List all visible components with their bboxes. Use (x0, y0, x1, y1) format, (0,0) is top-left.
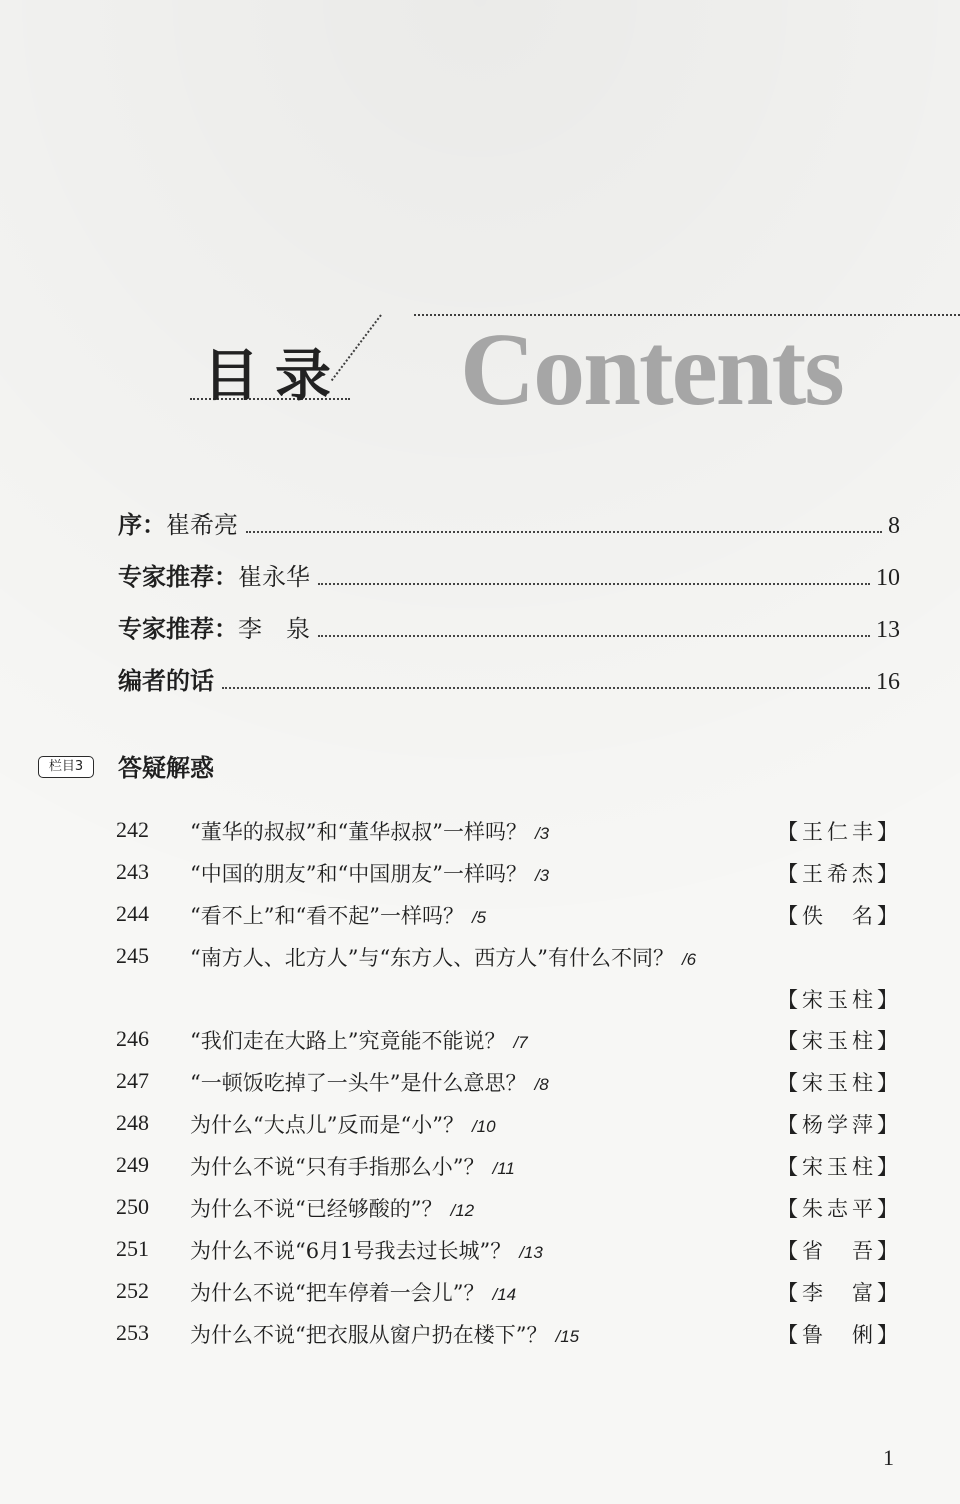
toc-entry[interactable] (116, 1109, 902, 1143)
entry-page: /5 (471, 908, 487, 927)
toc-entry[interactable] (116, 1151, 902, 1185)
page-title-chinese: 目录 (203, 344, 347, 409)
entry-number: 243 (116, 859, 149, 884)
entry-author: 【宋玉柱】 (777, 1029, 902, 1053)
entry-title: “中国的朋友”和“中国朋友”一样吗？ /3 (190, 862, 550, 886)
front-matter-page-number: 13 (876, 617, 900, 643)
dot-leader (246, 531, 882, 533)
front-matter-recommendation-1[interactable] (118, 557, 900, 592)
entry-title: “看不上”和“看不起”一样吗？ /5 (190, 904, 487, 928)
entry-page: /10 (471, 1117, 496, 1136)
entry-page: /8 (534, 1075, 549, 1094)
toc-entry[interactable] (116, 1025, 902, 1059)
entry-number: 248 (116, 1110, 149, 1135)
entry-author: 【佚 名】 (777, 904, 902, 928)
front-matter-page-number: 8 (888, 513, 900, 539)
toc-entry[interactable] (116, 1319, 902, 1353)
front-matter-label: 专家推荐： (118, 563, 238, 591)
front-matter-label: 编者的话 (118, 667, 214, 695)
entry-number: 245 (116, 943, 149, 968)
front-matter-name: 崔永华 (238, 563, 310, 591)
entry-title: 为什么不说“把衣服从窗户扔在楼下”？ /15 (190, 1323, 580, 1347)
entry-number: 242 (116, 817, 149, 842)
front-matter-editor-note[interactable] (118, 661, 900, 696)
entry-title: “南方人、北方人”与“东方人、西方人”有什么不同？ /6 (190, 946, 697, 970)
front-matter-page-number: 16 (876, 669, 900, 695)
entry-title: “一顿饭吃掉了一头牛”是什么意思？ /8 (190, 1071, 549, 1095)
entry-number: 249 (116, 1152, 149, 1177)
toc-entry[interactable] (116, 1193, 902, 1227)
toc-entry[interactable] (116, 1277, 902, 1311)
entry-page: /13 (519, 1243, 543, 1262)
toc-entry[interactable] (116, 942, 902, 1018)
entry-page: /15 (555, 1327, 580, 1346)
dot-leader (222, 687, 870, 689)
entry-page: /3 (534, 824, 550, 843)
toc-entry[interactable] (116, 1235, 902, 1269)
entry-author: 【王仁丰】 (777, 820, 902, 844)
entry-number: 251 (116, 1236, 149, 1261)
front-matter-name: 崔希亮 (166, 511, 238, 539)
entry-author: 【杨学萍】 (777, 1113, 902, 1137)
section-badge: 栏目3 (38, 756, 94, 778)
entry-author: 【朱志平】 (777, 1197, 902, 1221)
page-title-english: Contents (460, 312, 843, 427)
entry-title: 为什么“大点儿”反而是“小”？ /10 (190, 1113, 496, 1137)
entry-title: 为什么不说“已经够酸的”？ /12 (190, 1197, 475, 1221)
entry-title: “董华的叔叔”和“董华叔叔”一样吗？ /3 (190, 820, 550, 844)
entry-author: 【王希杰】 (777, 862, 902, 886)
front-matter-name: 李 泉 (238, 615, 310, 643)
entry-number: 247 (116, 1068, 149, 1093)
entry-page: /6 (681, 950, 697, 969)
entry-number: 252 (116, 1278, 149, 1303)
dot-leader (318, 583, 870, 585)
entry-number: 244 (116, 901, 149, 926)
entry-number: 253 (116, 1320, 149, 1345)
entry-author: 【宋玉柱】 (777, 1071, 902, 1095)
toc-entry[interactable] (116, 900, 902, 934)
page-number: 1 (883, 1445, 894, 1470)
entry-author: 【宋玉柱】 (777, 988, 902, 1012)
entry-author: 【鲁 俐】 (777, 1323, 902, 1347)
dot-leader (318, 635, 870, 637)
front-matter-label: 序： (118, 511, 166, 539)
entry-number: 250 (116, 1194, 149, 1219)
toc-entry[interactable] (116, 816, 902, 850)
front-matter-label: 专家推荐： (118, 615, 238, 643)
entry-number: 246 (116, 1026, 149, 1051)
toc-entry[interactable] (116, 1067, 902, 1101)
entry-page: /12 (450, 1201, 475, 1220)
entry-page: /11 (492, 1159, 515, 1178)
entry-title: 为什么不说“把车停着一会儿”？ /14 (190, 1281, 517, 1305)
entry-author: 【宋玉柱】 (777, 1155, 902, 1179)
entry-author: 【李 富】 (777, 1281, 902, 1305)
front-matter-preface[interactable] (118, 505, 900, 540)
entry-page: /3 (534, 866, 550, 885)
entry-title: 为什么不说“6月1号我去过长城”？ /13 (190, 1239, 543, 1263)
entry-page: /14 (492, 1285, 517, 1304)
front-matter-page-number: 10 (876, 565, 900, 591)
front-matter-recommendation-2[interactable] (118, 609, 900, 644)
entry-title: 为什么不说“只有手指那么小”？ /11 (190, 1155, 515, 1179)
toc-entry[interactable] (116, 858, 902, 892)
entry-page: /7 (513, 1033, 528, 1052)
entry-title: “我们走在大路上”究竟能不能说？ /7 (190, 1029, 528, 1053)
entry-author: 【省 吾】 (777, 1239, 902, 1263)
section-title: 答疑解惑 (118, 754, 214, 782)
